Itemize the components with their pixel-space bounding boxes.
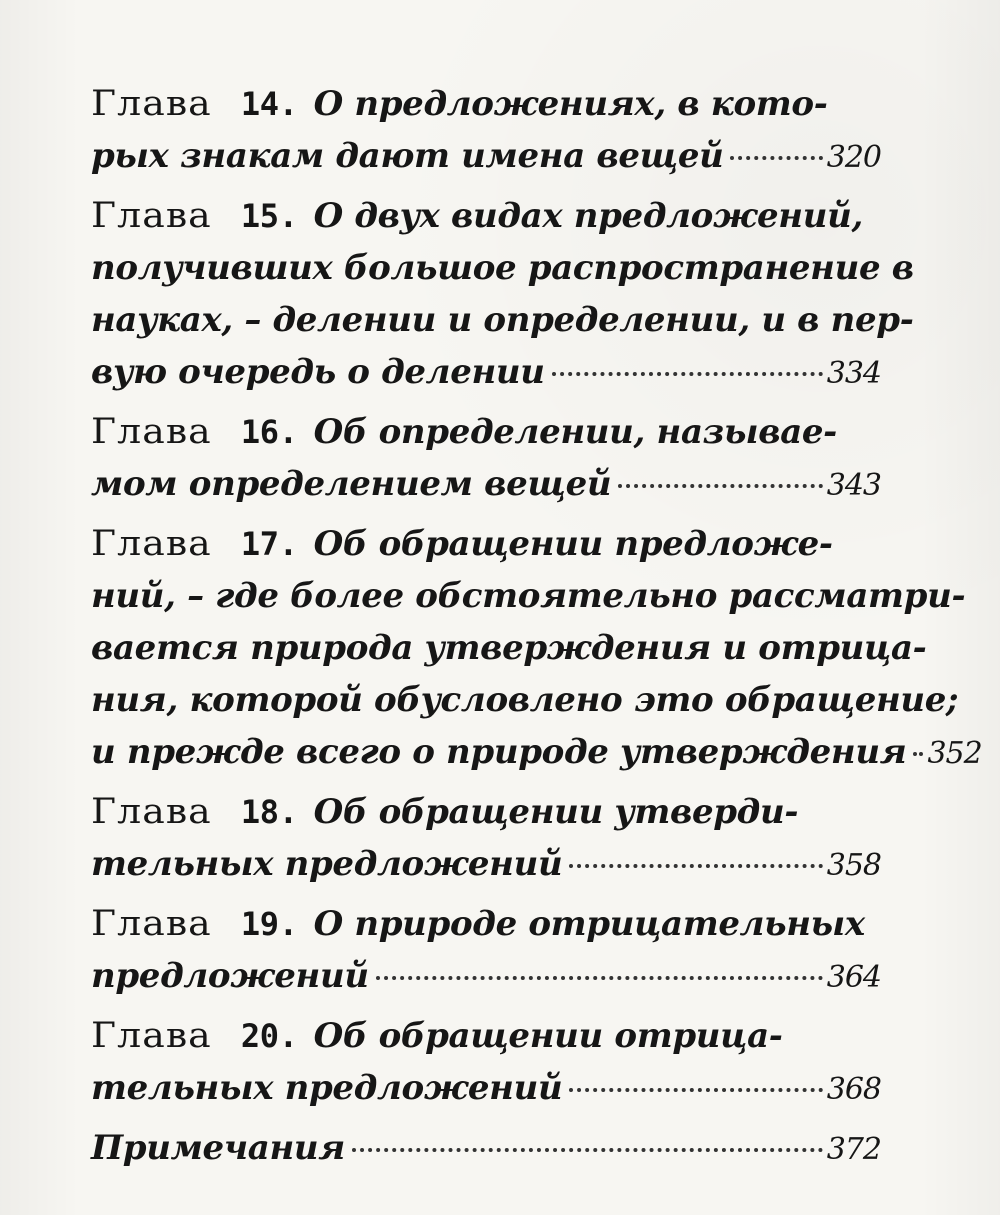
page-number: 320 — [826, 140, 881, 175]
toc-heading-line — [91, 190, 881, 242]
toc-entry-chapter-20 — [91, 1010, 881, 1114]
chapter-title-middle-line: ния, которой обусловлено это обращение; — [91, 680, 959, 720]
dot-leader — [569, 1082, 822, 1092]
chapter-label: Глава — [91, 1016, 212, 1056]
toc-leader-line — [91, 838, 881, 890]
toc-leader-line — [91, 1122, 881, 1174]
chapter-title-first-line: О предложениях, в кото- — [313, 84, 828, 124]
toc-leader-line — [91, 950, 881, 1002]
toc-leader-line — [91, 346, 881, 398]
chapter-number: 19. — [240, 905, 298, 943]
toc-heading-line — [91, 786, 881, 838]
chapter-number: 17. — [240, 525, 298, 563]
chapter-title-first-line: Об обращении отрица- — [313, 1016, 783, 1056]
toc-leader-line — [91, 1062, 881, 1114]
chapter-title-middle-line: ний, – где более обстоятельно рассматри- — [91, 576, 966, 616]
toc-heading-line — [91, 1010, 881, 1062]
toc-heading-line — [91, 78, 881, 130]
chapter-title-first-line: Об обращении утверди- — [313, 792, 799, 832]
entry-gap — [91, 890, 881, 898]
toc-entry-notes — [91, 1122, 881, 1174]
entry-gap — [91, 510, 881, 518]
chapter-title-first-line: О природе отрицательных — [313, 904, 865, 944]
chapter-label: Глава — [91, 196, 212, 236]
toc-entry-chapter-18 — [91, 786, 881, 890]
dot-leader — [552, 366, 823, 376]
chapter-title-last-line: и прежде всего о природе утверждения — [91, 732, 907, 772]
toc-heading-line — [91, 898, 881, 950]
page-number: 358 — [826, 848, 881, 883]
chapter-title-first-line: Об определении, называе- — [313, 412, 837, 452]
chapter-label: Глава — [91, 904, 212, 944]
notes-title: Примечания — [91, 1128, 345, 1168]
entry-gap — [91, 778, 881, 786]
page-number: 372 — [826, 1132, 881, 1167]
page-number: 334 — [826, 356, 881, 391]
chapter-label: Глава — [91, 792, 212, 832]
chapter-title-first-line: О двух видах предложений, — [313, 196, 863, 236]
dot-leader — [730, 150, 822, 160]
chapter-title-last-line: предложений — [91, 956, 369, 996]
toc-entry-chapter-16 — [91, 406, 881, 510]
toc-heading-line — [91, 406, 881, 458]
chapter-label: Глава — [91, 412, 212, 452]
chapter-title-middle-line: получивших большое распространение в — [91, 248, 914, 288]
dot-leader — [352, 1142, 823, 1152]
toc-entry-chapter-19 — [91, 898, 881, 1002]
dot-leader — [618, 478, 823, 488]
chapter-title-last-line: мом определением вещей — [91, 464, 612, 504]
chapter-title-first-line: Об обращении предложе- — [313, 524, 833, 564]
page-number: 352 — [927, 736, 982, 771]
chapter-label: Глава — [91, 84, 212, 124]
entry-gap — [91, 1002, 881, 1010]
dot-leader — [913, 746, 923, 756]
chapter-number: 20. — [240, 1017, 298, 1055]
dot-leader — [376, 970, 823, 980]
chapter-title-last-line: тельных предложений — [91, 1068, 563, 1108]
toc-entry-chapter-17 — [91, 518, 982, 778]
page-number: 364 — [826, 960, 881, 995]
toc-entry-chapter-15 — [91, 190, 914, 398]
chapter-number: 18. — [240, 793, 298, 831]
chapter-title-middle-line: вается природа утверждения и отрица- — [91, 628, 927, 668]
toc-heading-line — [91, 518, 881, 570]
chapter-title-last-line: рых знакам дают имена вещей — [91, 136, 724, 176]
chapter-label: Глава — [91, 524, 212, 564]
toc-leader-line — [91, 130, 881, 182]
chapter-number: 16. — [240, 413, 298, 451]
dot-leader — [569, 858, 822, 868]
chapter-title-last-line: тельных предложений — [91, 844, 563, 884]
table-of-contents — [91, 78, 982, 1174]
entry-gap — [91, 182, 881, 190]
chapter-title-last-line: вую очередь о делении — [91, 352, 545, 392]
toc-leader-line — [91, 726, 982, 778]
chapter-title-middle-line: науках, – делении и определении, и в пер- — [91, 300, 914, 340]
page-number: 343 — [826, 468, 881, 503]
page-number: 368 — [826, 1072, 881, 1107]
toc-leader-line — [91, 458, 881, 510]
chapter-number: 15. — [240, 197, 298, 235]
entry-gap — [91, 398, 881, 406]
chapter-number: 14. — [240, 85, 298, 123]
toc-entry-chapter-14 — [91, 78, 881, 182]
entry-gap — [91, 1114, 881, 1122]
